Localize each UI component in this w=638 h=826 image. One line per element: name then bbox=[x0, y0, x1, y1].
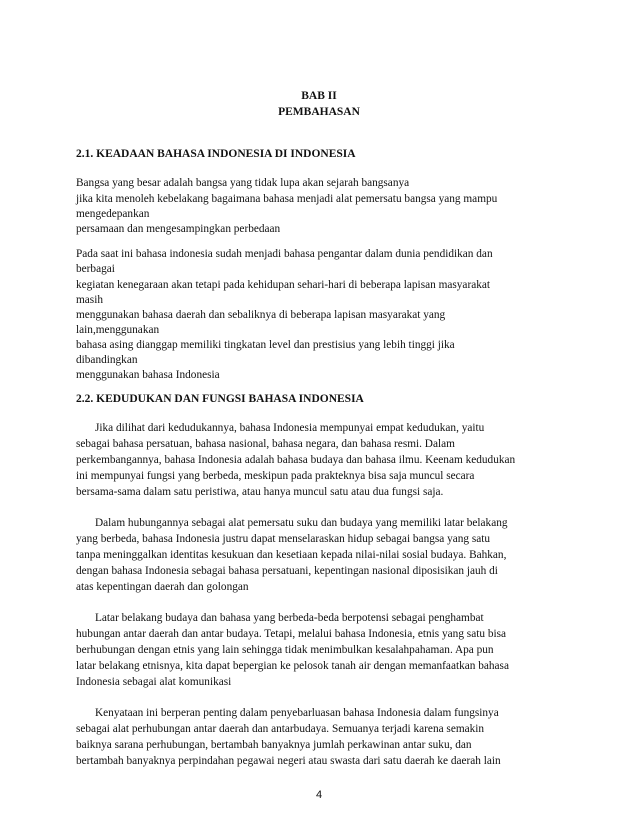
paragraph-line: dibandingkan bbox=[76, 354, 138, 366]
paragraph-line: sebagai alat perhubungan antar daerah dan antarbudaya. Semuanya terjadi karena semakin bbox=[76, 723, 485, 735]
paragraph-line: Kenyataan ini berperan penting dalam penyebarluasan bahasa Indonesia dalam fungsinya bbox=[95, 707, 499, 719]
paragraph-line: atas kepentingan daerah dan golongan bbox=[76, 581, 249, 593]
paragraph-line: berhubungan dengan etnis yang lain sehingga tidak menimbulkan kesalahpahaman. Apa pun bbox=[76, 644, 494, 656]
paragraph-line: hubungan antar daerah dan antar budaya. Tetapi, melalui bahasa Indonesia, etnis yang satu bisa bbox=[76, 628, 507, 640]
chapter-number: BAB II bbox=[301, 90, 337, 102]
paragraph-line: latar belakang etnisnya, kita dapat bepergian ke pelosok tanah air dengan memanfaatkan bahasa bbox=[76, 660, 509, 672]
paragraph-line: bersama-sama dalam satu peristiwa, atau hanya muncul satu atau dua fungsi saja. bbox=[76, 486, 444, 498]
paragraph-line: tanpa meninggalkan identitas kesukuan dan kesetiaan kepada nilai-nilai sosial budaya. Bahkan, bbox=[76, 549, 507, 561]
paragraph-line: perkembangannya, bahasa Indonesia adalah bahasa budaya dan bahasa ilmu. Keenam kedudukan bbox=[76, 454, 516, 466]
paragraph-line: menggunakan bahasa Indonesia bbox=[76, 369, 220, 381]
paragraph-line: Bangsa yang besar adalah bangsa yang tidak lupa akan sejarah bangsanya bbox=[76, 177, 410, 189]
paragraph-line: ini mempunyai fungsi yang berbeda, meskipun pada prakteknya bisa saja muncul secara bbox=[76, 470, 475, 482]
paragraph-line: berbagai bbox=[76, 263, 115, 275]
paragraph-line: Jika dilihat dari kedudukannya, bahasa Indonesia mempunyai empat kedudukan, yaitu bbox=[95, 422, 485, 434]
chapter-title: PEMBAHASAN bbox=[278, 106, 360, 118]
paragraph-line: bertambah banyaknya perpindahan pegawai negeri atau swasta dari satu daerah ke daerah lain bbox=[76, 755, 501, 767]
paragraph-line: bahasa asing dianggap memiliki tingkatan level dan prestisius yang lebih tinggi jika bbox=[76, 339, 455, 351]
paragraph-line: Dalam hubungannya sebagai alat pemersatu suku dan budaya yang memiliki latar belakang bbox=[95, 517, 508, 529]
paragraph-line: menggunakan bahasa daerah dan sebaliknya di beberapa lapisan masyarakat yang bbox=[76, 309, 446, 321]
section-heading-2-1: 2.1. KEADAAN BAHASA INDONESIA DI INDONESIA bbox=[76, 148, 356, 160]
paragraph-line: dengan bahasa Indonesia sebagai bahasa persatuani, kepentingan nasional diposisikan jauh di bbox=[76, 565, 498, 577]
paragraph-line: mengedepankan bbox=[76, 208, 150, 220]
paragraph-line: Indonesia sebagai alat komunikasi bbox=[76, 676, 232, 688]
paragraph-line: kegiatan kenegaraan akan tetapi pada kehidupan sehari-hari di beberapa lapisan masyarakat bbox=[76, 279, 491, 291]
paragraph-line: yang berbeda, bahasa Indonesia justru dapat menselaraskan hidup sebagai bangsa yang satu bbox=[76, 533, 491, 545]
paragraph-line: persamaan dan mengesampingkan perbedaan bbox=[76, 223, 281, 235]
paragraph-line: masih bbox=[76, 294, 103, 306]
section-heading-2-2: 2.2. KEDUDUKAN DAN FUNGSI BAHASA INDONESIA bbox=[76, 393, 364, 405]
page-number: 4 bbox=[315, 789, 323, 801]
paragraph-line: Pada saat ini bahasa indonesia sudah menjadi bahasa pengantar dalam dunia pendidikan dan bbox=[76, 248, 493, 260]
paragraph-line: jika kita menoleh kebelakang bagaimana bahasa menjadi alat pemersatu bangsa yang mampu bbox=[76, 193, 498, 205]
paragraph-line: baiknya sarana perhubungan, bertambah banyaknya jumlah perkawinan antar suku, dan bbox=[76, 739, 472, 751]
paragraph-line: Latar belakang budaya dan bahasa yang berbeda-beda berpotensi sebagai penghambat bbox=[95, 612, 484, 624]
paragraph-line: lain,menggunakan bbox=[76, 324, 160, 336]
paragraph-line: sebagai bahasa persatuan, bahasa nasional, bahasa negara, dan bahasa resmi. Dalam bbox=[76, 438, 455, 450]
